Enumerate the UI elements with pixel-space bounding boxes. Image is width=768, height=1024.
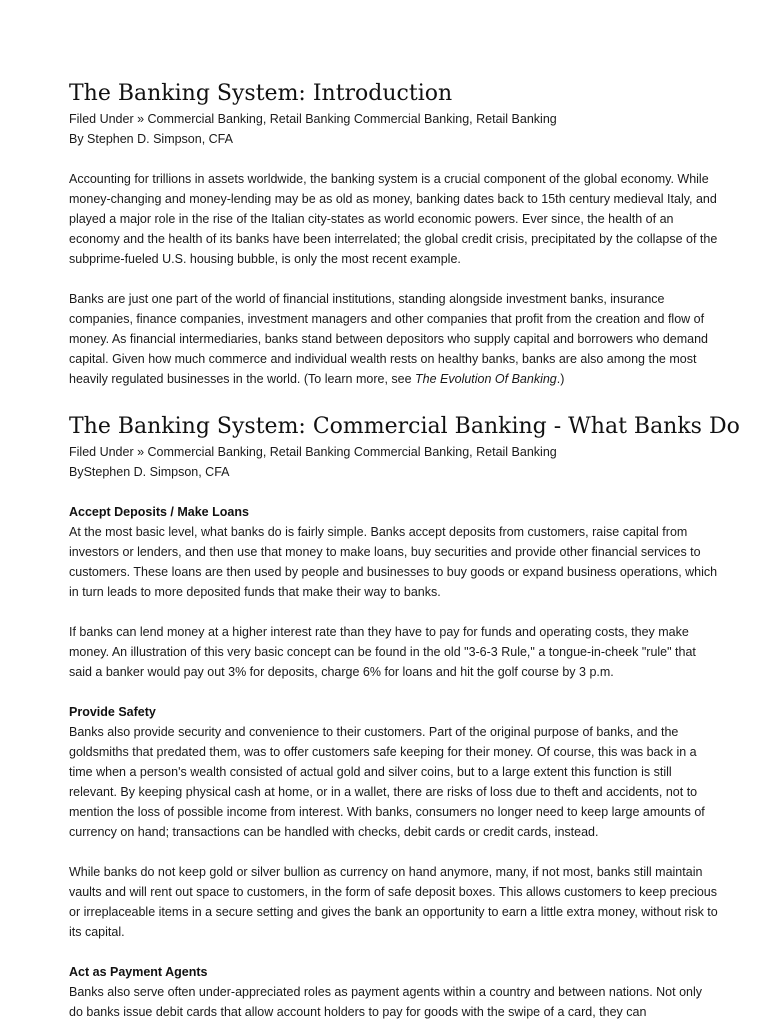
byline: ByStephen D. Simpson, CFA <box>69 465 230 479</box>
paragraph: At the most basic level, what banks do is fairly simple. Banks accept deposits from customers, raise capital from investors or lenders, and then use that money to make loans, buy securities and provide other financial services to customers. These loans are then used by people and businesses to buy goods or expand business operations, which in turn leads to more deposited funds that make their way to banks. <box>69 525 718 599</box>
paragraph: Banks also serve often under-appreciated roles as payment agents within a country and between nations. Not only do banks issue debit cards that allow account holders to pay for goods with the swipe of a card, they can <box>69 985 703 1019</box>
paragraph <box>69 289 719 389</box>
document-page <box>69 78 740 1022</box>
paragraph-text: Banks are just one part of the world of financial institutions, standing alongside investment banks, insurance companies, finance companies, investment managers and other companies that profit from the creation and flow of money. As financial intermediaries, banks stand between depositors who supply capital and borrowers who demand capital. Given how much commerce and individual wealth rests on healthy banks, banks are also among the most heavily regulated businesses in the world. (To learn more, see <box>69 292 709 386</box>
section-heading: Act as Payment Agents <box>69 965 208 979</box>
article-title: The Banking System: Introduction <box>69 81 453 106</box>
paragraph: If banks can lend money at a higher interest rate than they have to pay for funds and operating costs, they make money. An illustration of this very basic concept can be found in the old "3-6-3 Rule," a tongue-in-cheek "rule" that said a banker would pay out 3% for deposits, charge 6% for loans and hit the golf course by 3 p.m. <box>69 625 696 679</box>
article-title: The Banking System: Commercial Banking - What Banks Do <box>69 414 740 439</box>
filed-under: Filed Under » Commercial Banking, Retail Banking Commercial Banking, Retail Banking <box>69 112 557 126</box>
section-heading: Accept Deposits / Make Loans <box>69 505 249 519</box>
paragraph: Banks also provide security and convenience to their customers. Part of the original purpose of banks, and the goldsmiths that predated them, was to offer customers safe keeping for their money. Of course, this was back in a time when a person's wealth consisted of actual gold and silver coins, but to a large extent this function is still relevant. By keeping physical cash at home, or in a wallet, there are risks of loss due to theft and accidents, not to mention the loss of possible income from interest. With banks, consumers no longer need to keep large amounts of currency on hand; transactions can be handled with checks, debit cards or credit cards, instead. <box>69 725 705 839</box>
byline: By Stephen D. Simpson, CFA <box>69 132 233 146</box>
paragraph: While banks do not keep gold or silver bullion as currency on hand anymore, many, if not most, banks still maintain vaults and will rent out space to customers, in the form of safe deposit boxes. This allows customers to keep precious or irreplaceable items in a secure setting and gives the bank an opportunity to earn a little extra money, without risk to its capital. <box>69 865 718 939</box>
paragraph-text: .) <box>556 372 565 386</box>
article-introduction <box>69 78 719 389</box>
article-link[interactable]: The Evolution Of Banking <box>415 372 557 386</box>
section-heading: Provide Safety <box>69 705 156 719</box>
filed-under: Filed Under » Commercial Banking, Retail Banking Commercial Banking, Retail Banking <box>69 445 557 459</box>
article-commercial-banking <box>69 411 740 1022</box>
paragraph: Accounting for trillions in assets worldwide, the banking system is a crucial component of the global economy. While money-changing and money-lending may be as old as money, banking dates back to 15th century medieval Italy, and played a major role in the rise of the Italian city-states as world economic powers. Ever since, the health of an economy and the health of its banks have been interrelated; the global credit crisis, precipitated by the collapse of the subprime-fueled U.S. housing bubble, is only the most recent example. <box>69 172 718 266</box>
